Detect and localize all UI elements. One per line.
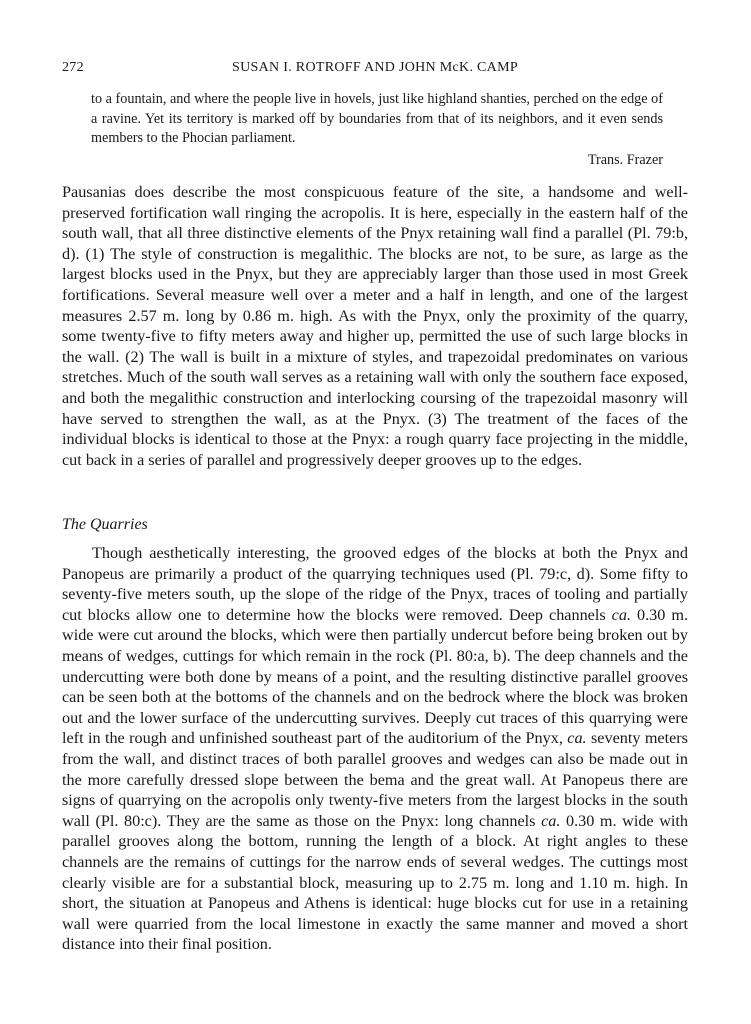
quote-attribution: Trans. Frazer xyxy=(587,151,663,168)
running-title: SUSAN I. ROTROFF AND JOHN McK. CAMP xyxy=(232,60,518,75)
text-segment: 0.30 m. wide were cut around the blocks, which were then partially undercut before being broken out by means of wedges, cuttings for which remain in the rock (Pl. 80:a, b). The deep channels and the undercutting were both done by means of a point, and the resulting distinctive parallel grooves can be seen both at the bottoms of the channels and on the bedrock where the block was broken out and the lower surface of the undercutting survives. Deeply cut traces of this quarrying were left in the rough and unfinished southeast part of the auditorium of the Pnyx, xyxy=(62,605,688,748)
abbreviation-circa: ca. xyxy=(541,811,561,830)
running-header xyxy=(62,60,688,80)
paragraph-text: Pausanias does describe the most conspicuous feature of the site, a handsome and well-preserved fortification wall ringing the acropolis. It is here, especially in the eastern half of the south wall, that all three distinctive elements of the Pnyx retaining wall find a parallel (Pl. 79:b, d). (1) The style of construction is megalithic. The blocks are not, to be sure, as large as the largest blocks used in the Pnyx, but they are appreciably larger than those used in most Greek fortifications. Several measure well over a meter and a half in length, and one of the largest measures 2.57 m. long by 0.86 m. high. As with the Pnyx, only the proximity of the quarry, some twenty-five to fifty meters away and higher up, permitted the use of such large blocks in the wall. (2) The wall is built in a mixture of styles, and trapezoidal predominates on various stretches. Much of the south wall serves as a retaining wall with only the southern face exposed, and both the megalithic construction and interlocking coursing of the trapezoidal masonry will have served to strengthen the wall, as at the Pnyx. (3) The treatment of the faces of the individual blocks is identical to those at the Pnyx: a rough quarry face projecting in the middle, cut back in a series of parallel and progressively deeper grooves up to the edges. xyxy=(62,183,688,469)
quote-text: to a fountain, and where the people live in hovels, just like highland shanties, perched on the edge of a ravine. Yet its territory is marked off by boundaries from that of its neighbors, and it even sends members to the Phocian parliament. xyxy=(91,91,663,146)
text-segment: Though aesthetically interesting, the grooved edges of the blocks at both the Pnyx and Panopeus are primarily a product of the quarrying techniques used (Pl. 79:c, d). Some fifty to seventy-five meters south, up the slope of the ridge of the Pnyx, traces of tooling and partially cut blocks allow one to determine how the blocks were removed. Deep channels xyxy=(62,544,688,624)
paragraph-text xyxy=(62,543,688,955)
abbreviation-circa: ca. xyxy=(611,605,631,624)
paragraph-fortification-wall xyxy=(62,182,688,470)
page-number: 272 xyxy=(62,60,84,75)
block-quote xyxy=(91,90,663,170)
abbreviation-circa: ca. xyxy=(567,729,587,748)
section-heading: The Quarries xyxy=(62,516,148,533)
text-segment: 0.30 m. wide with parallel grooves along the bottom, running the length of a block. At right angles to these channels are the remains of cuttings for the narrow ends of several wedges. The cuttings most clearly visible are for a substantial block, measuring up to 2.75 m. long and 1.10 m. high. In short, the situation at Panopeus and Athens is identical: huge blocks cut for use in a retaining wall were quarried from the local limestone in exactly the same manner and moved a short distance into their final position. xyxy=(62,811,688,954)
paragraph-quarries xyxy=(62,543,688,955)
text-segment: seventy meters from the wall, and distinct traces of both parallel grooves and wedges can also be made out in the more carefully dressed slope between the bema and the great wall. At Panopeus there are signs of quarrying on the acropolis only twenty-five meters from the largest blocks in the south wall (Pl. 80:c). They are the same as those on the Pnyx: long channels xyxy=(62,729,688,830)
